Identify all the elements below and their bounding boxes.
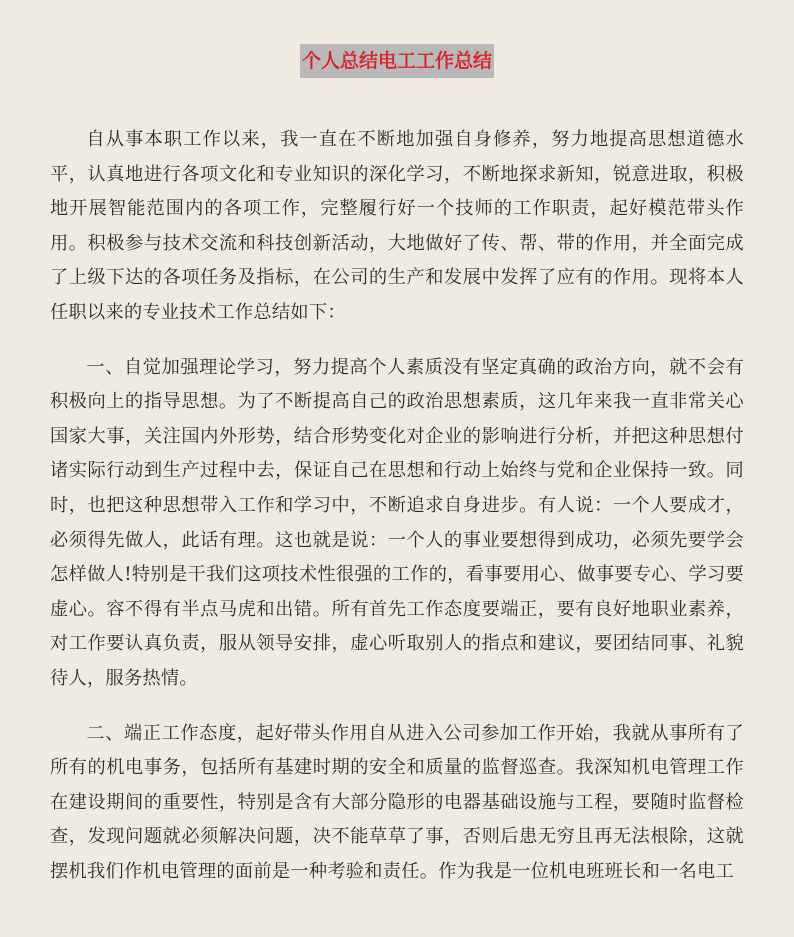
paragraph-intro: 自从事本职工作以来，我一直在不断地加强自身修养，努力地提高思想道德水平，认真地进行各项文化和专业知识的深化学习，不断地探求新知，锐意进取，积极地开展智能范围内的各项工作，完整履行好一个技师的工作职责，起好模范带头作用。积极参与技术交流和科技创新活动，大地做好了传、帮、带的作用，并全面完成了上级下达的各项任务及指标，在公司的生产和发展中发挥了应有的作用。现将本人任职以来的专业技术工作总结如下： <box>50 129 744 323</box>
paragraph-section-one: 一、自觉加强理论学习，努力提高个人素质没有坚定真确的政治方向，就不会有积极向上的指导思想。为了不断提高自己的政治思想素质，这几年来我一直非常关心国家大事，关注国内外形势，结合形势变化对企业的影响进行分析，并把这种思想付诸实际行动到生产过程中去，保证自己在思想和行动上始终与党和企业保持一致。同时，也把这种思想带入工作和学习中，不断追求自身进步。有人说：一个人要成才，必须得先做人，此话有理。这也就是说：一个人的事业要想得到成功，必须先要学会怎样做人!特别是干我们这项技术性很强的工作的，看事要用心、做事要专心、学习要虚心。容不得有半点马虎和出错。所有首先工作态度要端正，要有良好地职业素养，对工作要认真负责，服从领导安排，虚心听取别人的指点和建议，要团结同事、礼貌待人，服务热情。 <box>50 356 744 689</box>
title-container <box>50 44 744 80</box>
paragraph-section-two: 二、端正工作态度，起好带头作用自从进入公司参加工作开始，我就从事所有了所有的机电事务，包括所有基建时期的安全和质量的监督巡查。我深知机电管理工作在建设期间的重要性，特别是含有大部分隐形的电器基础设施与工程，要随时监督检查，发现问题就必须解决问题，决不能草草了事，否则后患无穷且再无法根除，这就摆机我们作机电管理的面前是一种考验和责任。作为我是一位机电班班长和一名电工 <box>50 722 744 882</box>
document-title: 个人总结电工工作总结 <box>300 44 494 78</box>
